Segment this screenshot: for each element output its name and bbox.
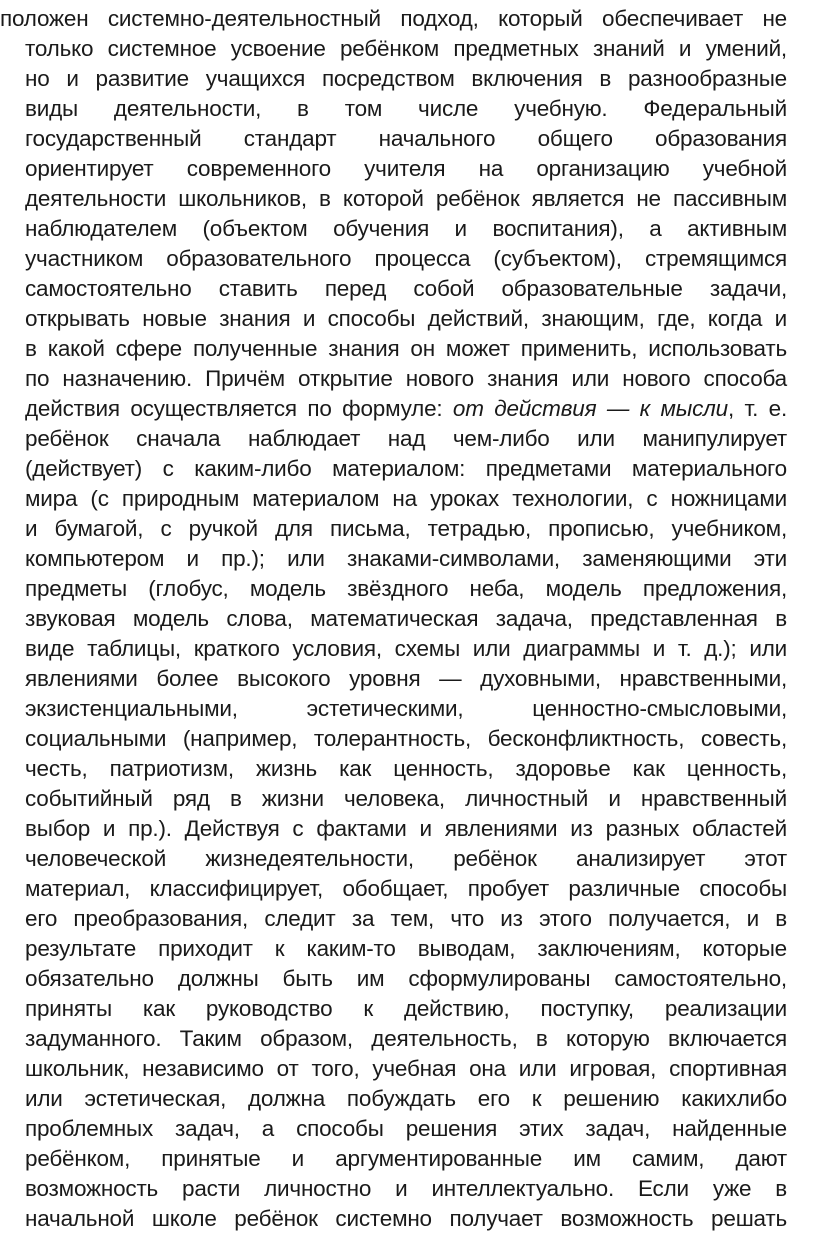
- text-line: материал, классифицирует, обобщает, пробует различные способы: [25, 876, 787, 901]
- text-line: виды деятельности, в том числе учебную. Федеральный: [25, 96, 787, 121]
- text-line: самостоятельно ставить перед собой образовательные задачи,: [25, 276, 787, 301]
- text-line: обязательно должны быть им сформулированы самостоятельно,: [25, 966, 787, 991]
- text-line: и бумагой, с ручкой для письма, тетрадью, прописью, учебником,: [25, 516, 787, 541]
- text-line: экзистенциальными, эстетическими, ценностно-смысловыми,: [25, 696, 787, 721]
- text-line: предметы (глобус, модель звёздного неба, модель предложения,: [25, 576, 787, 601]
- text-line: человеческой жизнедеятельности, ребёнок анализирует этот: [25, 846, 787, 871]
- formula-tail-text: , т. е.: [727, 396, 787, 421]
- text-line: возможность расти личностно и интеллектуально. Если уже в: [25, 1176, 787, 1201]
- text-line: ориентирует современного учителя на организацию учебной: [25, 156, 787, 181]
- text-line: проблемных задач, а способы решения этих задач, найденные: [25, 1116, 787, 1141]
- text-line: государственный стандарт начального общего образования: [25, 126, 787, 151]
- text-line: результате приходит к каким-то выводам, заключениям, которые: [25, 936, 787, 961]
- formula-lead-text: действия осуществляется по формуле:: [25, 396, 453, 421]
- text-line: по назначению. Причём открытие нового знания или нового способа: [25, 366, 787, 391]
- text-line: ребёнок сначала наблюдает над чем-либо или манипулирует: [25, 426, 787, 451]
- text-line: школьник, независимо от того, учебная она или игровая, спортивная: [25, 1056, 787, 1081]
- text-line: ребёнком, принятые и аргументированные им самим, дают: [25, 1146, 787, 1171]
- text-line: деятельности школьников, в которой ребёнок является не пассивным: [25, 186, 787, 211]
- text-line: задуманного. Таким образом, деятельность, в которую включается: [25, 1026, 787, 1051]
- text-line: участником образовательного процесса (субъектом), стремящимся: [25, 246, 787, 271]
- text-line: выбор и пр.). Действуя с фактами и явлениями из разных областей: [25, 816, 787, 841]
- formula-italic-text: от действия — к мысли: [452, 396, 728, 421]
- text-line: социальными (например, толерантность, бесконфликтность, совесть,: [25, 726, 787, 751]
- text-line: только системное усвоение ребёнком предметных знаний и умений,: [25, 36, 787, 61]
- text-line: звуковая модель слова, математическая задача, представленная в: [25, 606, 787, 631]
- text-line: наблюдателем (объектом обучения и воспитания), а активным: [25, 216, 787, 241]
- text-line: открывать новые знания и способы действий, знающим, где, когда и: [25, 306, 787, 331]
- text-line: начальной школе ребёнок системно получает возможность решать: [25, 1206, 787, 1231]
- text-line: или эстетическая, должна побуждать его к решению какихлибо: [25, 1086, 787, 1111]
- text-line: компьютером и пр.); или знаками-символами, заменяющими эти: [25, 546, 787, 571]
- text-line: виде таблицы, краткого условия, схемы или диаграммы и т. д.); или: [25, 636, 787, 661]
- text-line: явлениями более высокого уровня — духовными, нравственными,: [25, 666, 787, 691]
- text-line: (действует) с каким-либо материалом: предметами материального: [25, 456, 787, 481]
- text-line: положен системно-деятельностный подход, который обеспечивает не: [0, 6, 787, 31]
- text-line-formula: [25, 392, 787, 425]
- text-line: приняты как руководство к действию, поступку, реализации: [25, 996, 787, 1021]
- text-line: но и развитие учащихся посредством включения в разнообразные: [25, 66, 787, 91]
- text-line: его преобразования, следит за тем, что из этого получается, и в: [25, 906, 787, 931]
- text-line: в какой сфере полученные знания он может применить, использовать: [25, 336, 787, 361]
- text-line: событийный ряд в жизни человека, личностный и нравственный: [25, 786, 787, 811]
- text-line: честь, патриотизм, жизнь как ценность, здоровье как ценность,: [25, 756, 787, 781]
- text-line: мира (с природным материалом на уроках технологии, с ножницами: [25, 486, 787, 511]
